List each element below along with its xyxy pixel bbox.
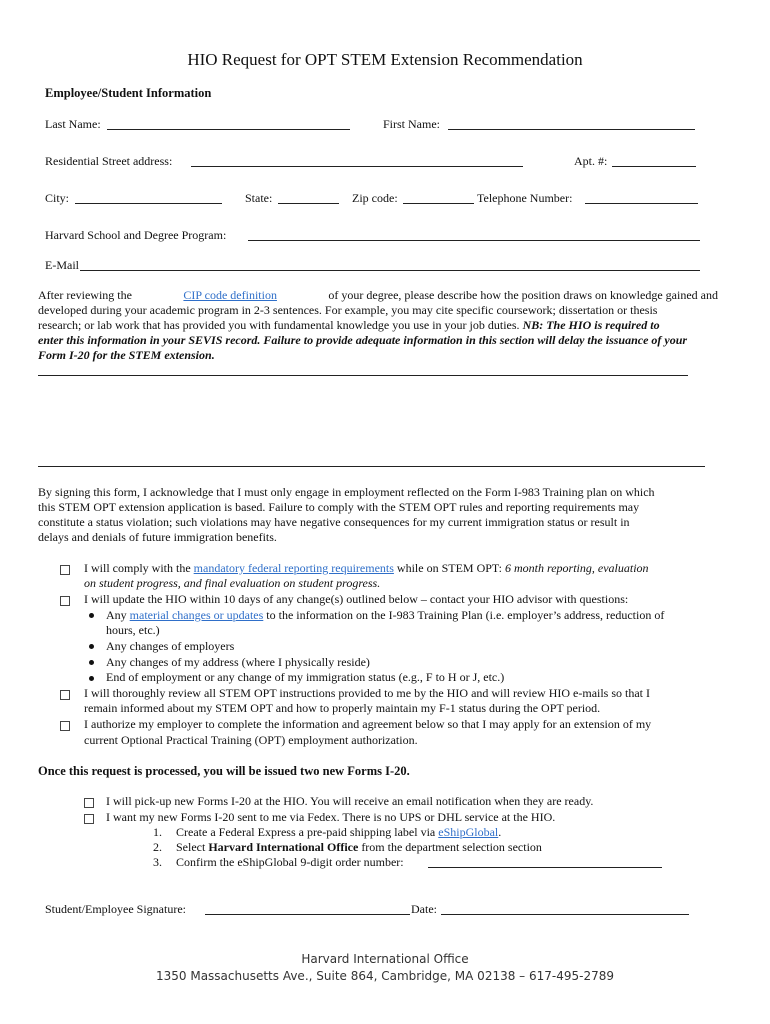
state-field[interactable]: [278, 203, 339, 204]
email-label: E-Mail: [45, 258, 79, 272]
authorize-line-2: current Optional Practical Training (OPT) employment authorization.: [84, 733, 418, 747]
program-field[interactable]: [248, 240, 700, 241]
cip-warning-line4: enter this information in your SEVIS record. Failure to provide adequate information in this section will delay the issuance of your: [38, 333, 688, 347]
bullet-material-changes-cont: hours, etc.): [106, 623, 160, 637]
bullet-icon: [89, 613, 94, 618]
eshipglobal-link[interactable]: eShipGlobal: [438, 825, 499, 839]
bullet-icon: [89, 660, 94, 665]
city-label: City:: [45, 191, 70, 205]
apt-label: Apt. #:: [574, 154, 608, 168]
page-title: HIO Request for OPT STEM Extension Recommendation: [187, 50, 583, 69]
ack-line-4: delays and denials of future immigration benefits.: [38, 530, 277, 544]
cip-instructions: [38, 288, 718, 363]
ack-line-2: this STEM OPT extension application is based. Failure to comply with the STEM OPT rules and reporting requirements may: [38, 500, 640, 514]
reporting-line-1: [84, 561, 649, 576]
fedex-text: I want my new Forms I-20 sent to me via Fedex. There is no UPS or DHL service at the HIO.: [106, 810, 556, 824]
reporting-checkbox[interactable]: [60, 565, 70, 575]
step-1-number: 1.: [153, 825, 162, 839]
cip-text-line2: developed during your academic program in 2-3 sentences. For example, you may cite specific coursework; dissertation or thesis: [38, 303, 658, 317]
apt-field[interactable]: [612, 166, 696, 167]
cip-text-start: After reviewing the: [38, 288, 132, 302]
step-2-office: Harvard International Office: [208, 840, 359, 854]
processed-heading: Once this request is processed, you will be issued two new Forms I-20.: [38, 764, 410, 778]
review-line-2: remain informed about my STEM OPT and how to properly maintain my F-1 status during the OPT period.: [84, 701, 601, 715]
step-3-number: 3.: [153, 855, 162, 869]
reporting-line-2: on student progress, and final evaluation on student progress.: [84, 576, 381, 590]
step-1-period: .: [498, 825, 502, 839]
phone-label: Telephone Number:: [477, 191, 573, 205]
update-text: I will update the HIO within 10 days of any change(s) outlined below – contact your HIO advisor with questions:: [84, 592, 629, 606]
ack-line-1: By signing this form, I acknowledge that I must only engage in employment reflected on the Form I-983 Training plan on which: [38, 485, 655, 499]
fedex-checkbox[interactable]: [84, 814, 94, 824]
cip-warning-line5: Form I-20 for the STEM extension.: [38, 348, 215, 362]
program-label: Harvard School and Degree Program:: [45, 228, 227, 242]
step-2-text: Select: [176, 840, 206, 854]
signature-label: Student/Employee Signature:: [45, 902, 186, 916]
bullet-material-changes: [106, 608, 664, 623]
material-changes-link[interactable]: material changes or updates: [129, 608, 264, 622]
date-field[interactable]: [441, 914, 689, 915]
street-field[interactable]: [191, 166, 523, 167]
street-label: Residential Street address:: [45, 154, 173, 168]
order-number-field[interactable]: [428, 867, 662, 868]
footer-office: Harvard International Office: [301, 952, 469, 966]
step-2-text-after: from the department selection section: [361, 840, 542, 854]
ack-line-3: constitute a status violation; such violations may have negative consequences for my current immigration status or result in: [38, 515, 630, 529]
first-name-field[interactable]: [448, 129, 695, 130]
reporting-italic: 6 month reporting, evaluation: [504, 561, 649, 575]
authorize-checkbox[interactable]: [60, 721, 70, 731]
acknowledgement-paragraph: [38, 485, 728, 545]
bullet-status: End of employment or any change of my immigration status (e.g., F to H or J, etc.): [106, 670, 505, 684]
reporting-text-after: while on STEM OPT:: [396, 561, 502, 575]
signature-field[interactable]: [205, 914, 410, 915]
review-checkbox[interactable]: [60, 690, 70, 700]
pickup-checkbox[interactable]: [84, 798, 94, 808]
last-name-label: Last Name:: [45, 117, 101, 131]
step-1-text: Create a Federal Express a pre-paid shipping label via: [176, 825, 436, 839]
last-name-field[interactable]: [107, 129, 350, 130]
step-1: [176, 825, 501, 840]
step-3-text: Confirm the eShipGlobal 9-digit order number:: [176, 855, 404, 869]
update-checkbox[interactable]: [60, 596, 70, 606]
date-label: Date:: [411, 902, 437, 916]
email-field[interactable]: [80, 270, 700, 271]
response-line-2[interactable]: [38, 466, 705, 467]
footer-address: 1350 Massachusetts Ave., Suite 864, Cambridge, MA 02138 – 617-495-2789: [155, 969, 614, 983]
response-line-1[interactable]: [38, 375, 688, 376]
cip-text-line3: research; or lab work that has provided you with fundamental knowledge you use in your job duties.: [38, 318, 520, 332]
step-2-number: 2.: [153, 840, 162, 854]
review-line-1: I will thoroughly review all STEM OPT instructions provided to me by the HIO and will review HIO e-mails so that I: [84, 686, 651, 700]
cip-code-link[interactable]: CIP code definition: [183, 288, 277, 302]
bullet-text-after: to the information on the I-983 Training Plan (i.e. employer’s address, reduction of: [266, 608, 665, 622]
cip-nb-note: NB: The HIO is required to: [522, 318, 660, 332]
city-field[interactable]: [75, 203, 222, 204]
step-2: [176, 840, 542, 855]
first-name-label: First Name:: [383, 117, 440, 131]
cip-text-end: of your degree, please describe how the position draws on knowledge gained and: [328, 288, 718, 302]
bullet-address: Any changes of my address (where I physically reside): [106, 655, 370, 669]
section-heading: Employee/Student Information: [45, 86, 212, 100]
reporting-requirements-link[interactable]: mandatory federal reporting requirements: [193, 561, 394, 575]
zip-field[interactable]: [403, 203, 474, 204]
phone-field[interactable]: [585, 203, 698, 204]
reporting-text: I will comply with the: [84, 561, 191, 575]
zip-label: Zip code:: [352, 191, 398, 205]
bullet-icon: [89, 644, 94, 649]
authorize-line-1: I authorize my employer to complete the information and agreement below so that I may apply for an extension of my: [84, 717, 652, 731]
bullet-icon: [89, 676, 94, 681]
state-label: State:: [245, 191, 273, 205]
bullet-text: Any: [106, 608, 127, 622]
bullet-employers: Any changes of employers: [106, 639, 235, 653]
pickup-text: I will pick-up new Forms I-20 at the HIO. You will receive an email notification when they are ready.: [106, 794, 594, 808]
